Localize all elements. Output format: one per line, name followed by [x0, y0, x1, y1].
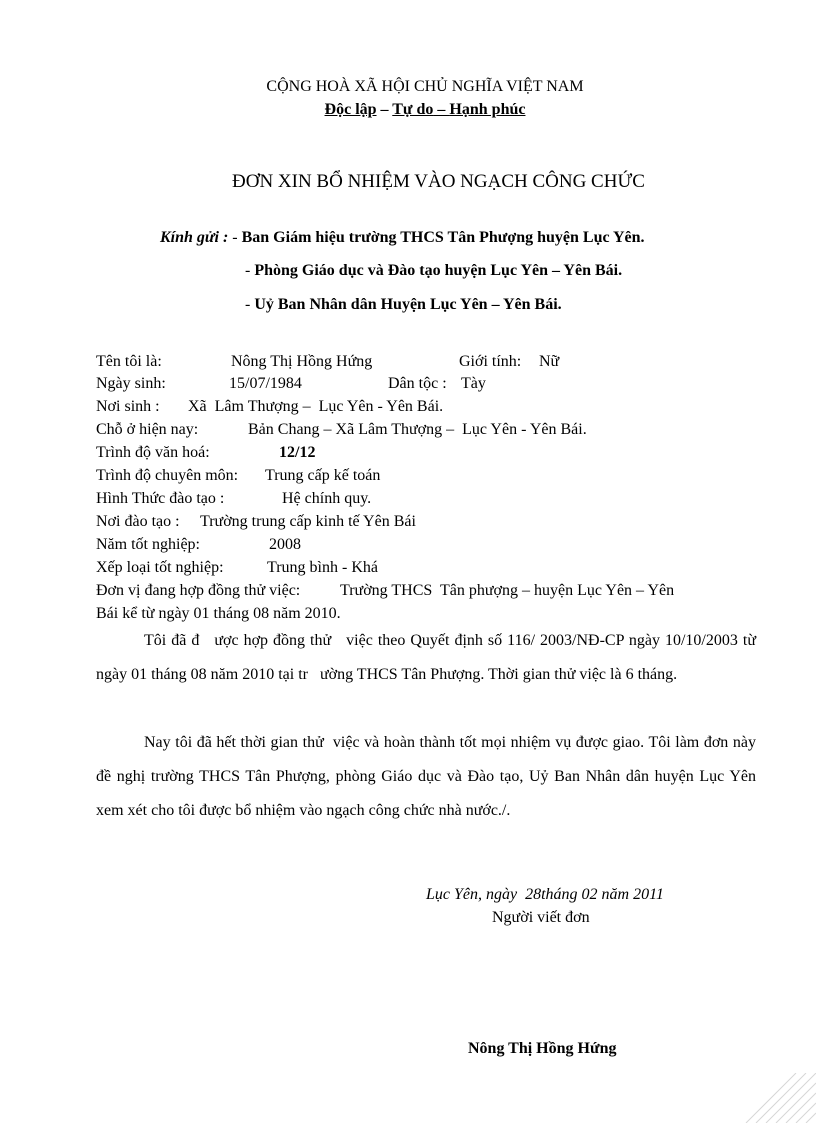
ethnic-label: Dân tộc : [388, 375, 447, 392]
residence-label: Chỗ ở hiện nay: [96, 421, 199, 438]
recipient-dash: - [232, 229, 238, 246]
birthplace-label: Nơi sinh : [96, 398, 160, 415]
recipient-item: Ban Giám hiệu trường THCS Tân Phượng huyện Lục Yên. [241, 229, 645, 246]
watermark-hatch [736, 1073, 816, 1123]
culture-label: Trình độ văn hoá: [96, 444, 210, 461]
grad-rank-value: Trung bình - Khá [267, 559, 378, 576]
ethnic-value: Tày [461, 375, 486, 392]
dob-value: 15/07/1984 [229, 375, 302, 392]
body-paragraph-2: Nay tôi đã hết thời gian thử việc và hoàn thành tốt mọi nhiệm vụ được giao. Tôi làm đơn này đề nghị trường THCS Tân Phượng, phòng Giáo dục và Đào tạo, Uỷ Ban Nhân dân huyện Lục Yên xem xét cho tôi được bổ nhiệm vào ngạch công chức nhà nước./. [96, 734, 760, 819]
recipient-line-1 [160, 229, 645, 247]
recipient-line-3 [245, 296, 562, 314]
signature-place-date: Lục Yên, ngày 28tháng 02 năm 2011 [426, 886, 664, 903]
national-title: CỘNG HOÀ XÃ HỘI CHỦ NGHĨA VIỆT NAM [266, 78, 584, 95]
motto-independence: Độc lập [324, 101, 377, 118]
signature-label: Người viết đơn [492, 909, 590, 926]
contract-label: Đơn vị đang hợp đồng thử việc: [96, 582, 301, 599]
recipient-dash: - [245, 296, 251, 313]
grad-year-value: 2008 [269, 536, 301, 553]
recipient-dash: - [245, 262, 251, 279]
motto-separator: – [433, 101, 450, 118]
school-value: Trường trung cấp kinh tế Yên Bái [200, 513, 416, 530]
recipient-item: Phòng Giáo dục và Đào tạo huyện Lục Yên – Yên Bái. [254, 262, 623, 279]
name-value: Nông Thị Hồng Hứng [231, 353, 373, 370]
gender-label: Giới tính: [459, 353, 522, 370]
name-label: Tên tôi là: [96, 353, 162, 370]
dob-label: Ngày sinh: [96, 375, 166, 392]
document-title: ĐƠN XIN BỔ NHIỆM VÀO NGẠCH CÔNG CHỨC [232, 171, 645, 192]
motto-freedom: Tự do [392, 101, 434, 118]
body-paragraph-1: Tôi đã đ ược hợp đồng thử việc theo Quyết định số 116/ 2003/NĐ-CP ngày 10/10/2003 từ ngày 01 tháng 08 năm 2010 tại tr ường THCS Tân Phượng. Thời gian thử việc là 6 tháng. [96, 632, 764, 683]
mode-value: Hệ chính quy. [282, 490, 372, 507]
recipient-item: Uỷ Ban Nhân dân Huyện Lục Yên – Yên Bái. [254, 296, 562, 313]
gender-value: Nữ [539, 353, 560, 370]
recipients-lead: Kính gửi : [160, 229, 229, 246]
motto-happiness: Hạnh phúc [449, 101, 526, 118]
residence-value: Bản Chang – Xã Lâm Thượng – Lục Yên - Yên Bái. [248, 421, 587, 438]
culture-value: 12/12 [279, 444, 316, 461]
birthplace-value: Xã Lâm Thượng – Lục Yên - Yên Bái. [188, 398, 444, 415]
motto-separator: – [376, 101, 393, 118]
contract-value-continued: Bái kể từ ngày 01 tháng 08 năm 2010. [96, 605, 341, 622]
mode-label: Hình Thức đào tạo : [96, 490, 225, 507]
major-value: Trung cấp kế toán [265, 467, 381, 484]
recipient-line-2 [245, 262, 622, 280]
grad-rank-label: Xếp loại tốt nghiệp: [96, 559, 224, 576]
contract-value: Trường THCS Tân phượng – huyện Lục Yên – Yên [340, 582, 675, 599]
grad-year-label: Năm tốt nghiệp: [96, 536, 200, 553]
school-label: Nơi đào tạo : [96, 513, 180, 530]
national-motto [0, 101, 816, 119]
signature-name: Nông Thị Hồng Hứng [468, 1040, 617, 1057]
major-label: Trình độ chuyên môn: [96, 467, 239, 484]
